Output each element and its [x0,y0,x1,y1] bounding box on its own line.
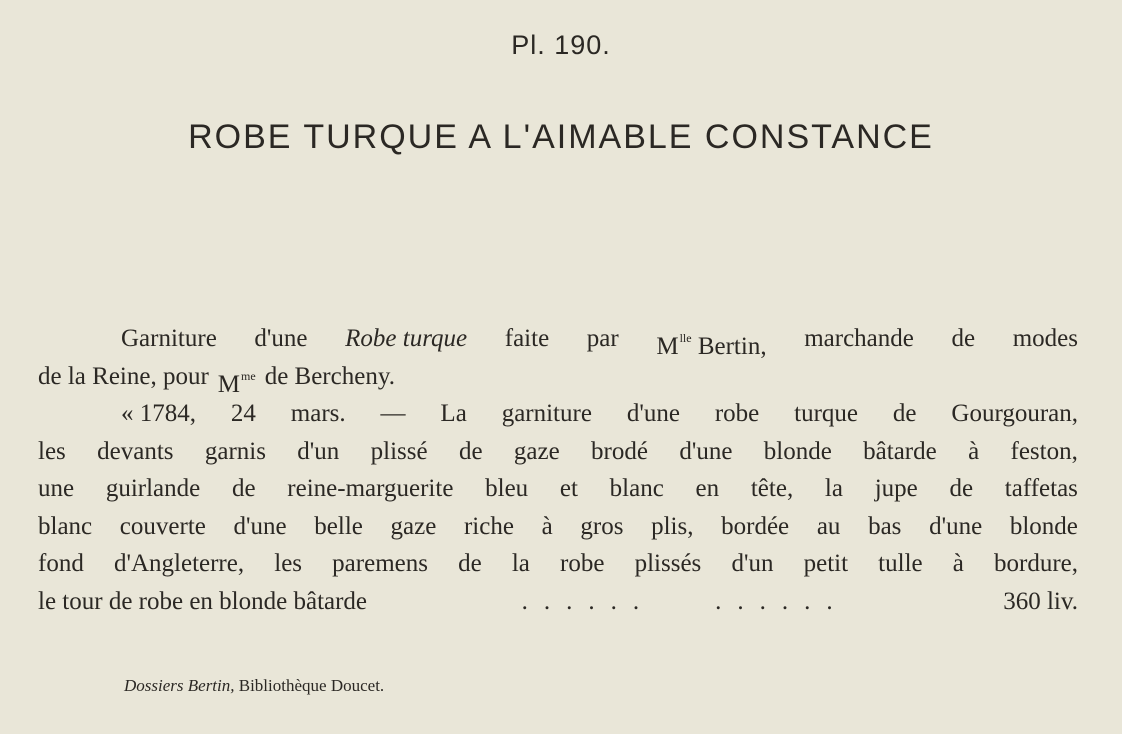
word: gaze [513,437,560,465]
paragraph-1-line-2 [38,358,1078,396]
word: 24 [230,400,256,427]
line-text: le tour de robe en blonde bâtarde [38,587,368,615]
italic-robe-turque: Robe turque [345,325,468,352]
word: de [892,400,917,427]
word: Bertin, [697,333,767,360]
word: d'une [626,400,680,427]
word: modes [1012,325,1078,352]
word: guirlande [105,475,201,502]
paragraph-1-line-1 [38,320,1078,358]
word: gaze [390,512,437,540]
source-library: Bibliothèque Doucet. [238,676,385,695]
word: feston, [1010,437,1078,465]
madame [218,358,256,396]
word: devants [97,437,174,465]
body-text [38,320,1078,620]
word: blanc [609,475,664,502]
word: blonde [763,437,832,465]
word: taffetas [1004,475,1078,502]
word: robe [560,550,605,577]
source-dossiers: Dossiers Bertin, [124,676,235,695]
word: gros [580,512,624,540]
word: robe [714,400,760,427]
paragraph-2-line-2 [38,433,1078,471]
word: au [816,512,841,540]
word: « 1784, [121,400,196,427]
line-text: de la Reine, pour [38,362,209,390]
word: de [231,475,256,502]
word: reine-marguerite [287,475,454,502]
paragraph-2-line-4 [38,508,1078,546]
leader-dots: ...... [521,587,656,615]
word: paremens [332,550,428,577]
word: bâtarde [863,437,937,465]
dot-leaders [522,583,849,621]
plate-number: Pl. 190. [511,30,611,60]
word: plis, [651,512,694,540]
superscript-lle: lle [679,331,692,345]
word: tête, [750,475,794,502]
mademoiselle-bertin [656,320,766,358]
word: la [824,475,843,502]
word: bordure, [994,550,1078,577]
word: Garniture [121,325,217,352]
word: d'Angleterre, [113,550,245,577]
paragraph-2-line-6 [38,583,1078,621]
word: riche [463,512,514,540]
word: les [38,437,66,465]
abbrev-m: M [656,333,679,360]
word: faite [504,325,550,352]
word: d'une [929,512,983,540]
word: blanc [38,512,93,540]
superscript-me: me [241,368,256,383]
word: une [38,475,75,502]
paragraph-2-line-1 [38,395,1078,433]
word: d'une [254,325,308,352]
word: bas [868,512,902,540]
word: en [695,475,720,502]
word: par [586,325,619,352]
word: — [380,400,406,427]
word: garniture [501,400,592,427]
abbrev-m: M [217,370,241,398]
word: plissés [634,550,702,577]
word: à [541,512,553,540]
word: tulle [878,550,923,577]
word: les [274,550,303,577]
word: d'une [233,512,287,540]
word: la [511,550,530,577]
word: plissé [370,437,428,465]
line-text: de Bercheny. [264,362,395,390]
word: et [559,475,578,502]
word: turque [794,400,858,427]
word: mars. [290,400,346,427]
word: à [968,437,980,465]
word: de [458,437,483,465]
word: bordée [721,512,790,540]
word: à [952,550,964,577]
price: 360 liv. [1003,587,1078,615]
word: Gourgouran, [951,400,1078,427]
word: brodé [591,437,648,465]
word: belle [314,512,363,540]
word: marchande [804,325,914,352]
paragraph-2-line-5 [38,545,1078,583]
word: jupe [874,475,918,502]
source-citation [124,676,384,696]
word: d'un [731,550,774,577]
word: de [951,325,976,352]
word: blonde [1009,512,1078,540]
page-title: ROBE TURQUE A L'AIMABLE CONSTANCE [188,118,934,156]
word: petit [803,550,849,577]
leader-dots: ...... [715,587,849,615]
word: de [458,550,482,577]
word: bleu [485,475,529,502]
word: couverte [119,512,206,540]
word: d'une [679,437,733,465]
paragraph-2-line-3 [38,470,1078,508]
word: garnis [204,437,266,465]
word: de [949,475,974,502]
word: La [440,400,467,427]
word: d'un [297,437,340,465]
word: fond [38,550,84,577]
